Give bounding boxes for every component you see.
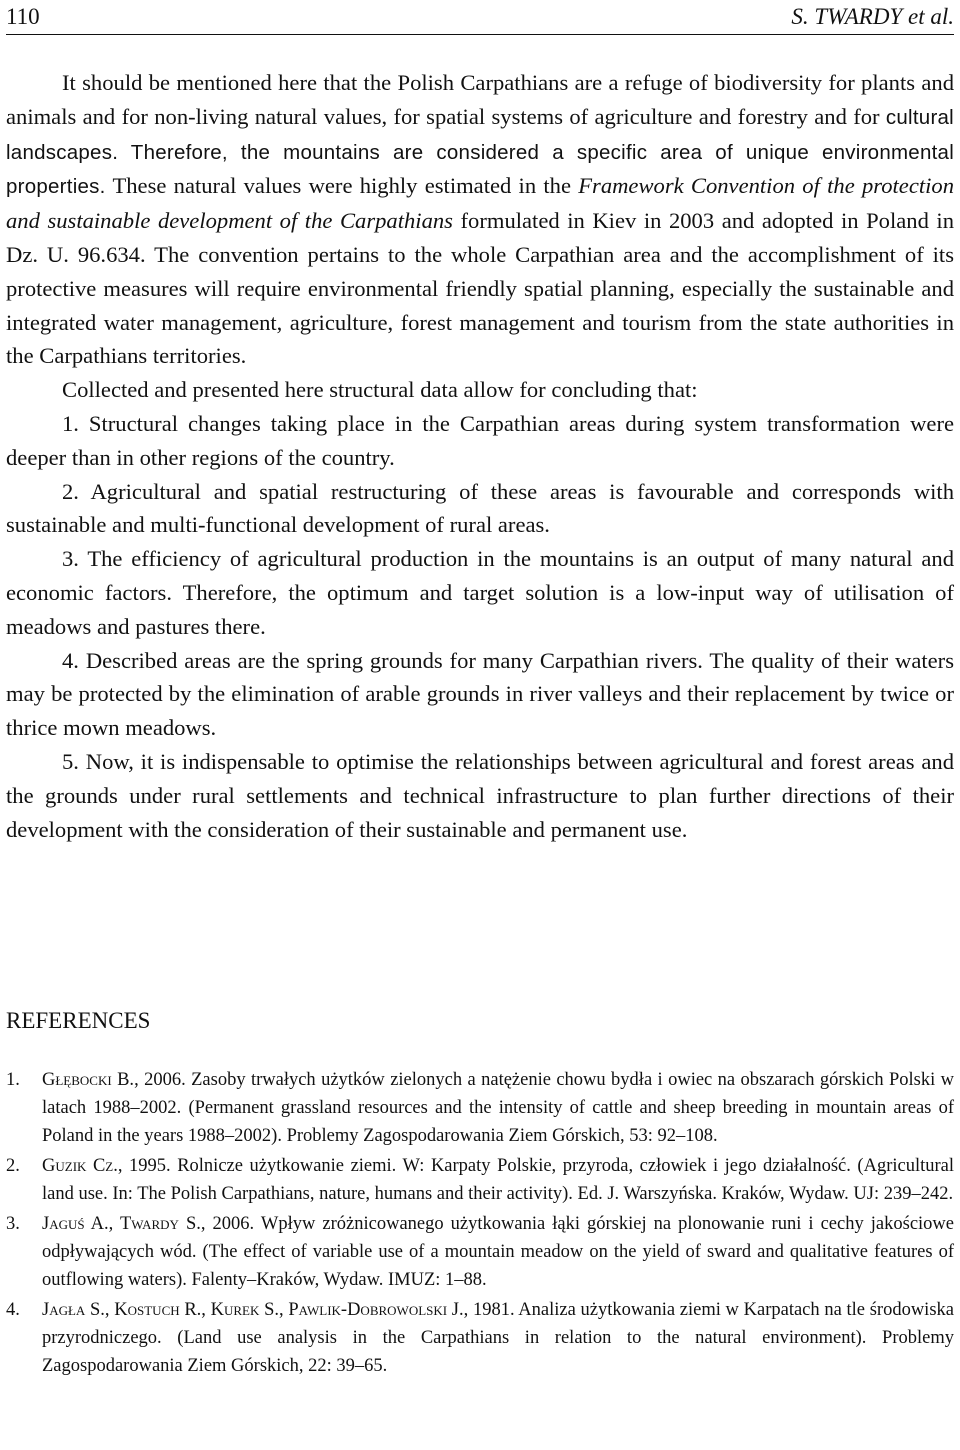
conclusion-item: 3. The efficiency of agricultural production in the mountains is an output of many natural and economic factors. Therefore, the optimum and target solution is a low-input way of utilisation of meadows and pastures there. (6, 546, 954, 639)
reference-text: , 2006. Zasoby trwałych użytków zielonych a natężenie chowu bydła i owiec na obszarach górskich Polski w latach 1988–2002. (Permanent grassland resources and the intensity of cattle and sheep breeding in mountain areas of Poland in the years 1988–2002). Problemy Zagospodarowania Ziem Górskich, 53: 92–108. (42, 1070, 954, 1146)
reference-authors: Jagła S., Kostuch R., Kurek S., Pawlik-Dobrowolski J. (42, 1300, 464, 1320)
reference-authors: Guzik Cz. (42, 1156, 118, 1176)
reference-list (6, 1066, 954, 1382)
conclusion-item: 2. Agricultural and spatial restructuring of these areas is favourable and corresponds with sustainable and multi-functional development of rural areas. (6, 478, 954, 538)
reference-item (6, 1296, 954, 1380)
reference-authors: Głębocki B. (42, 1070, 135, 1090)
reference-text: , 2006. Wpływ zróżnicowanego użytkowania łąki górskiej na plonowanie runi i cechy jakościowe odpływających wód. (The effect of variable use of a mountain meadow on the yield of sward and qualitative features of outflowing waters). Falenty–Kraków, Wydaw. IMUZ: 1–88. (42, 1214, 954, 1290)
reference-text: , 1995. Rolnicze użytkowanie ziemi. W: Karpaty Polskie, przyroda, człowiek i jego działalność. (Agricultural land use. In: The Polish Carpathians, nature, humans and their activity). Ed. J. Warszyńska. Kraków, Wydaw. UJ: 239–242. (42, 1156, 954, 1204)
page-header (6, 0, 954, 35)
paragraph: Collected and presented here structural data allow for concluding that: (62, 377, 698, 403)
running-head: S. TWARDY et al. (791, 4, 954, 29)
reference-authors: Jaguś A., Twardy S. (42, 1214, 201, 1234)
conclusion-item: 1. Structural changes taking place in the Carpathian areas during system transformation were deeper than in other regions of the country. (6, 410, 954, 470)
conclusion-item: 5. Now, it is indispensable to optimise the relationships between agricultural and forest areas and the grounds under rural settlements and technical infrastructure to plan further directions of their development with the consideration of their sustainable and permanent use. (6, 748, 954, 842)
references-heading: REFERENCES (6, 1008, 151, 1033)
reference-item (6, 1210, 954, 1294)
page-number: 110 (6, 4, 40, 29)
body-text (6, 66, 954, 846)
reference-number: 4. (6, 1300, 20, 1320)
reference-item (6, 1152, 954, 1208)
reference-number: 1. (6, 1070, 20, 1090)
reference-text: , 1981. Analiza użytkowania ziemi w Karpatach na tle środowiska przyrodniczego. (Land use analysis in the Carpathians in relation to the natural environment). Problemy Zagospodarowania Ziem Górskich, 22: 39–65. (42, 1300, 954, 1376)
reference-number: 3. (6, 1214, 20, 1234)
conclusion-item: 4. Described areas are the spring grounds for many Carpathian rivers. The quality of their waters may be protected by the elimination of arable grounds in river valleys and their replacement by twice or thrice mown meadows. (6, 647, 954, 741)
convention-title: Framework Convention of the protection and sustainable development of the Carpathians (6, 173, 955, 234)
paragraph: It should be mentioned here that the Polish Carpathians are a refuge of biodiversity for plants and animals and for non-living natural values, for spatial systems of agriculture and forestry and for cultural landscapes. Therefore, the mountains are considered a specific area of unique environmental properties. These natural values were highly estimated in the Framework Convention of the protection and sustainable development of the Carpathians formulated in Kiev in 2003 and adopted in Poland in Dz. U. 96.634. The convention pertains to the whole Carpathian area and the accomplishment of its protective measures will require environmental friendly spatial planning, especially the sustainable and integrated water management, agriculture, forest management and tourism from the state authorities in the Carpathians territories. (6, 70, 955, 369)
reference-number: 2. (6, 1156, 20, 1176)
reference-item (6, 1066, 954, 1150)
